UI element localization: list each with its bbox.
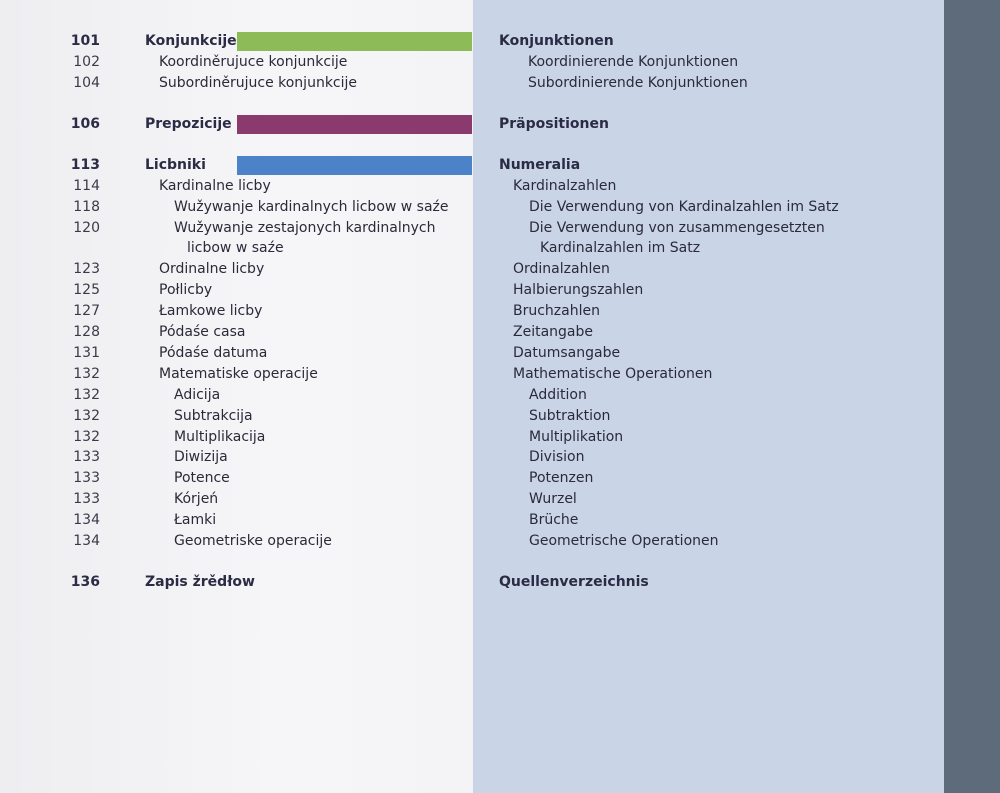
entry-title-german: Geometrische Operationen (529, 533, 719, 549)
entry-title-sorbian: Adicija (174, 387, 221, 403)
toc-entry (0, 322, 944, 343)
entry-title-sorbian: Pódaśe datuma (159, 345, 268, 361)
page-number: 104 (73, 75, 100, 91)
page-number: 132 (73, 366, 100, 382)
toc-entry (0, 280, 944, 301)
page-number: 128 (73, 324, 100, 340)
toc-entry (0, 531, 944, 552)
toc-entry (0, 447, 944, 468)
entry-title-german: Präpositionen (499, 116, 609, 132)
entry-title-sorbian: Wužywanje zestajonych kardinalnych (174, 220, 436, 236)
entry-title-german: Kardinalzahlen (513, 178, 617, 194)
toc-entry (0, 364, 944, 385)
page-number: 125 (73, 282, 100, 298)
page-edge-strip (944, 0, 1000, 793)
page-number: 132 (73, 429, 100, 445)
page-number: 133 (73, 449, 100, 465)
toc-entry (0, 31, 944, 52)
toc-entry (0, 73, 944, 94)
page-number: 101 (70, 33, 100, 49)
entry-title-sorbian: Potence (174, 470, 230, 486)
entry-title-german: Subordinierende Konjunktionen (528, 75, 748, 91)
page-number: 131 (73, 345, 100, 361)
section-color-bar (237, 156, 472, 175)
entry-title-german: Die Verwendung von zusammengesetzten (529, 220, 825, 236)
page-number: 133 (73, 470, 100, 486)
toc-entry (0, 259, 944, 280)
entry-title-german: Datumsangabe (513, 345, 621, 361)
page-number: 132 (73, 387, 100, 403)
entry-title-german: Division (529, 449, 585, 465)
toc-entry (0, 155, 944, 176)
entry-title-german: Konjunktionen (499, 33, 614, 49)
page-number: 133 (73, 491, 100, 507)
entry-title-german: Potenzen (529, 470, 594, 486)
entry-title-sorbian: Kardinalne licby (159, 178, 271, 194)
toc-entry (0, 218, 944, 239)
entry-title-german: Quellenverzeichnis (499, 574, 649, 590)
entry-title-sorbian: Pódaśe casa (159, 324, 246, 340)
toc-entry (0, 301, 944, 322)
toc-entry (0, 427, 944, 448)
entry-title-sorbian: licbow w saźe (187, 240, 284, 256)
page-number: 118 (73, 199, 100, 215)
entry-title-german: Subtraktion (529, 408, 611, 424)
entry-title-german: Brüche (529, 512, 579, 528)
entry-title-german: Multiplikation (529, 429, 624, 445)
entry-title-german: Kardinalzahlen im Satz (540, 240, 701, 256)
page-number: 123 (73, 261, 100, 277)
entry-title-sorbian: Wužywanje kardinalnych licbow w saźe (174, 199, 449, 215)
section-color-bar (237, 32, 472, 51)
entry-title-sorbian: Licbniki (145, 157, 206, 173)
entry-title-german: Die Verwendung von Kardinalzahlen im Satz (529, 199, 839, 215)
entry-title-sorbian: Łamki (174, 512, 217, 528)
toc-entry (0, 52, 944, 73)
section-color-bar (237, 115, 472, 134)
page-number: 132 (73, 408, 100, 424)
toc-entry (0, 176, 944, 197)
toc-entry (0, 114, 944, 135)
page-number: 114 (73, 178, 100, 194)
toc-entry (0, 385, 944, 406)
entry-title-german: Zeitangabe (513, 324, 594, 340)
entry-title-german: Mathematische Operationen (513, 366, 713, 382)
entry-title-sorbian: Połlicby (159, 282, 213, 298)
page-number: 127 (73, 303, 100, 319)
entry-title-german: Addition (529, 387, 587, 403)
entry-title-sorbian: Ordinalne licby (159, 261, 265, 277)
entry-title-sorbian: Subtrakcija (174, 408, 253, 424)
toc-entry (0, 510, 944, 531)
toc-entry (0, 572, 944, 593)
page-number: 120 (73, 220, 100, 236)
entry-title-german: Halbierungszahlen (513, 282, 644, 298)
toc-entry (0, 468, 944, 489)
page-number: 102 (73, 54, 100, 70)
toc-entry (0, 406, 944, 427)
entry-title-german: Bruchzahlen (513, 303, 600, 319)
page-number: 136 (70, 574, 100, 590)
entry-title-german: Koordinierende Konjunktionen (528, 54, 739, 70)
entry-title-sorbian: Łamkowe licby (159, 303, 263, 319)
entry-title-german: Numeralia (499, 157, 581, 173)
entry-title-sorbian: Koordiněrujuce konjunkcije (159, 54, 348, 70)
toc-entry (0, 238, 944, 259)
entry-title-sorbian: Kórjeń (174, 491, 219, 507)
entry-title-sorbian: Zapis žrědłow (145, 574, 255, 590)
entry-title-german: Ordinalzahlen (513, 261, 610, 277)
entry-title-sorbian: Subordiněrujuce konjunkcije (159, 75, 358, 91)
entry-title-sorbian: Diwizija (174, 449, 228, 465)
entry-title-sorbian: Prepozicije (145, 116, 232, 132)
toc-entry (0, 197, 944, 218)
page-number: 134 (73, 512, 100, 528)
page-number: 134 (73, 533, 100, 549)
page-number: 113 (70, 157, 100, 173)
entry-title-sorbian: Multiplikacija (174, 429, 266, 445)
entry-title-sorbian: Konjunkcije (145, 33, 237, 49)
toc-entry (0, 343, 944, 364)
entry-title-german: Wurzel (529, 491, 577, 507)
toc-entry (0, 489, 944, 510)
entry-title-sorbian: Matematiske operacije (159, 366, 318, 382)
page-number: 106 (70, 116, 100, 132)
entry-title-sorbian: Geometriske operacije (174, 533, 332, 549)
